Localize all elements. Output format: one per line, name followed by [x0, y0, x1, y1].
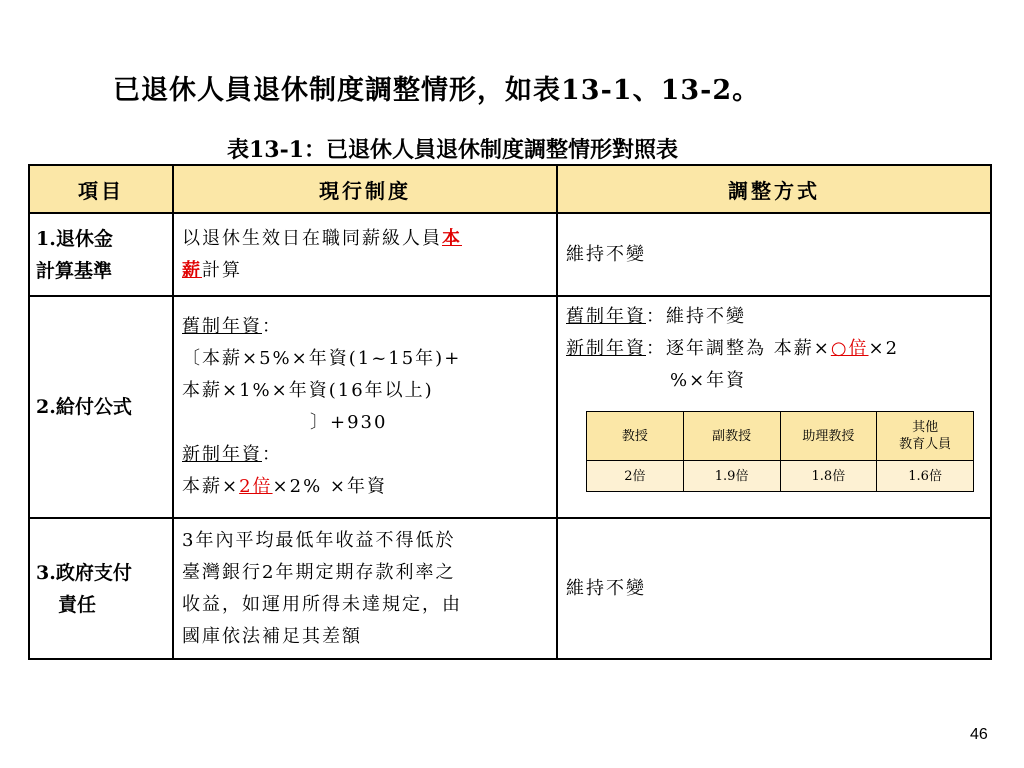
new-seniority-label: 新制年資 [182, 444, 262, 465]
header-item: 項目 [29, 165, 173, 213]
row3-current-line1: 3年內平均最低年收益不得低於 [182, 529, 456, 551]
multiplier-header-assistant: 助理教授 [780, 412, 877, 461]
multiplier-header-other [877, 412, 974, 461]
adj-new-post: ×2 [868, 338, 900, 359]
row3-current-line4: 國庫依法補足其差額 [182, 625, 362, 647]
adj-new-colon: ： [646, 338, 666, 359]
multiplier-header-associate: 副教授 [683, 412, 780, 461]
row1-current-highlight-2: 薪 [182, 259, 202, 281]
adj-new-pre: 逐年調整為 本薪× [666, 338, 831, 359]
page-number: 46 [970, 726, 988, 743]
row3-label-line2: 責任 [58, 593, 97, 616]
old-formula-line2: 本薪×1%×年資(16年以上) [182, 380, 434, 401]
header-row [29, 165, 991, 213]
new-formula-post: ×2% ×年資 [272, 476, 387, 497]
multiplier-value-professor: 2倍 [587, 461, 684, 492]
adj-old-label: 舊制年資 [566, 306, 646, 327]
row1-adjust: 維持不變 [557, 213, 991, 296]
new-formula-pre: 本薪× [182, 476, 240, 497]
row-government-responsibility [29, 518, 991, 659]
old-formula-line3: 〕+930 [310, 412, 388, 433]
multiplier-value-assistant: 1.8倍 [780, 461, 877, 492]
row3-current-line3: 收益，如運用所得未達規定，由 [182, 593, 462, 615]
row1-label [29, 213, 173, 296]
row1-label-line2: 計算基準 [36, 259, 113, 282]
adj-new-label: 新制年資 [566, 338, 646, 359]
row3-current [173, 518, 557, 659]
multiplier-table [586, 411, 974, 492]
row1-current-highlight-1: 本 [442, 227, 462, 249]
adj-new-multiplier: ○倍 [830, 338, 869, 359]
row-calculation-basis [29, 213, 991, 296]
table-caption: 表13-1：已退休人員退休制度調整情形對照表 [227, 137, 679, 163]
old-formula-line1: 〔本薪×5%×年資(1~15年)+ [182, 348, 462, 369]
multiplier-value-row [587, 461, 974, 492]
header-adjustment: 調整方式 [557, 165, 991, 213]
row3-label [29, 518, 173, 659]
row2-label: 2.給付公式 [29, 296, 173, 518]
row3-current-line2: 臺灣銀行2年期定期存款利率之 [182, 561, 456, 583]
multiplier-header-professor: 教授 [587, 412, 684, 461]
old-seniority-colon: ： [262, 316, 282, 337]
row3-adjust: 維持不變 [557, 518, 991, 659]
new-seniority-colon: ： [262, 444, 282, 465]
row-payment-formula [29, 296, 991, 518]
header-current-system: 現行制度 [173, 165, 557, 213]
row1-current-post: 計算 [202, 259, 242, 281]
adj-old-colon: ： [646, 306, 666, 327]
adj-old-value: 維持不變 [666, 306, 746, 327]
multiplier-header-row [587, 412, 974, 461]
row1-current-pre: 以退休生效日在職同薪級人員 [182, 227, 442, 249]
multiplier-header-other-line1: 其他 [912, 420, 939, 435]
multiplier-value-associate: 1.9倍 [683, 461, 780, 492]
comparison-table [28, 164, 992, 660]
multiplier-value-other: 1.6倍 [877, 461, 974, 492]
row3-label-line1: 3.政府支付 [36, 561, 132, 584]
old-seniority-label: 舊制年資 [182, 316, 262, 337]
adj-new-line2: %×年資 [670, 370, 747, 391]
row1-label-line1: 1.退休金 [36, 227, 113, 250]
row1-current [173, 213, 557, 296]
slide-title: 已退休人員退休制度調整情形，如表13-1、13-2。 [113, 75, 761, 106]
multiplier-header-other-line2: 教育人員 [899, 437, 952, 452]
new-formula-multiplier: 2倍 [239, 476, 273, 497]
row2-current [173, 296, 557, 518]
row2-adjust [557, 296, 991, 518]
